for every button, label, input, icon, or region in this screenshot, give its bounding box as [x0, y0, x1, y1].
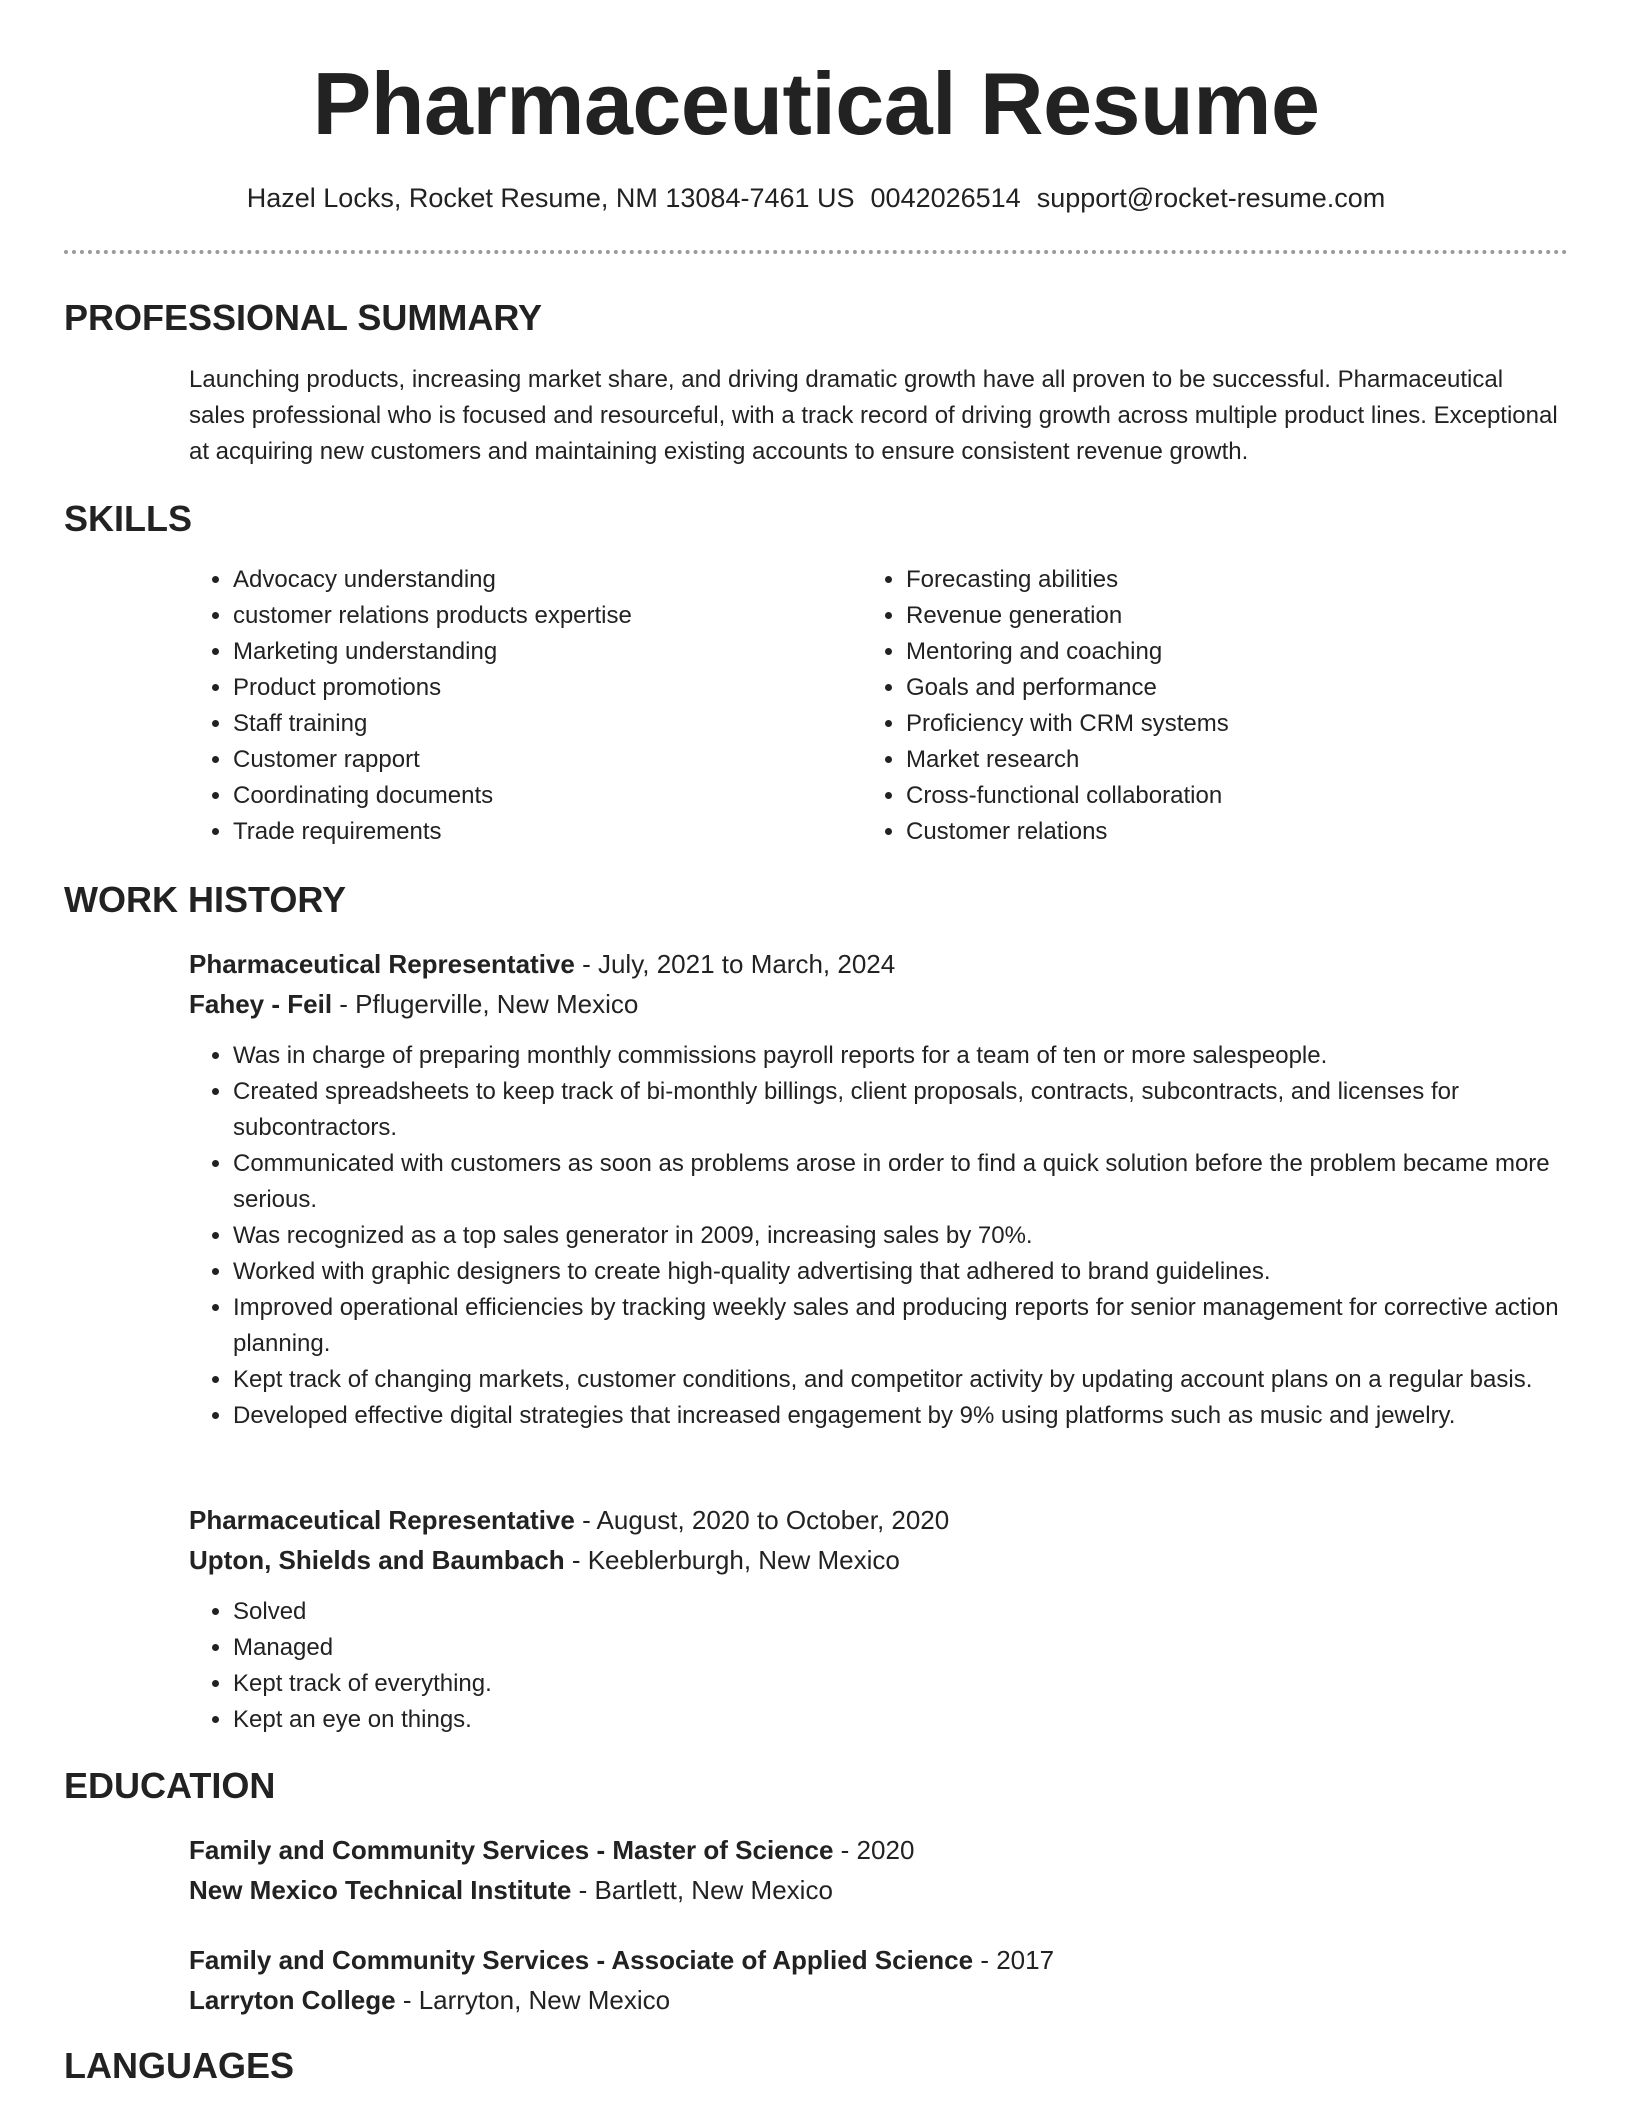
skills-list-right [862, 562, 1506, 850]
edu-degree: Family and Community Services - Master of Science [189, 1835, 834, 1865]
edu-school-line [189, 1980, 670, 2020]
section-title-work: WORK HISTORY [64, 879, 347, 920]
edu-school: New Mexico Technical Institute [189, 1875, 572, 1905]
skill-item: • Customer rapport [233, 742, 833, 778]
contact-address: Hazel Locks, Rocket Resume, NM 13084-7461 US [246, 183, 855, 213]
contact-email: support@rocket-resume.com [1036, 183, 1386, 213]
job-role: Pharmaceutical Representative [189, 949, 575, 979]
job-location: - Keeblerburgh, New Mexico [564, 1545, 900, 1575]
edu-degree-line [189, 1830, 914, 1870]
skill-item: • Forecasting abilities [906, 562, 1506, 598]
resume-title: Pharmaceutical Resume [312, 54, 1320, 153]
job-location: - Pflugerville, New Mexico [332, 989, 639, 1019]
edu-year: - 2020 [833, 1835, 915, 1865]
contact-phone: 0042026514 [870, 183, 1021, 213]
job-company-line [189, 984, 638, 1024]
job-bullet: • Kept track of changing markets, customer conditions, and competitor activity by updating account plans on a regular basis. [233, 1362, 1569, 1398]
job-bullets [189, 1038, 1569, 1434]
job-company: Upton, Shields and Baumbach [189, 1545, 565, 1575]
skill-item: • Advocacy understanding [233, 562, 833, 598]
job-bullet: • Was recognized as a top sales generator in 2009, increasing sales by 70%. [233, 1218, 1569, 1254]
section-title-education: EDUCATION [64, 1765, 276, 1806]
job-bullet: • Developed effective digital strategies that increased engagement by 9% using platforms such as music and jewelry. [233, 1398, 1569, 1434]
job-bullet: • Communicated with customers as soon as problems arose in order to find a quick solution before the problem became more serious. [233, 1146, 1569, 1218]
skill-item: • Coordinating documents [233, 778, 833, 814]
job-bullet: • Worked with graphic designers to create high-quality advertising that adhered to brand guidelines. [233, 1254, 1569, 1290]
section-title-summary: PROFESSIONAL SUMMARY [64, 297, 543, 338]
job-company-line [189, 1540, 900, 1580]
job-bullet: • Managed [233, 1630, 1569, 1666]
summary-text: Launching products, increasing market share, and driving dramatic growth have all proven to be successful. Pharmaceutical sales professional who is focused and resourceful, with a track record of driving growth across multiple product lines. Exceptional at acquiring new customers and maintaining existing accounts to ensure consistent revenue growth. [189, 366, 1558, 465]
edu-location: - Larryton, New Mexico [395, 1985, 671, 2015]
section-title-languages: LANGUAGES [64, 2045, 295, 2086]
skill-item: • Product promotions [233, 670, 833, 706]
skill-item: • Proficiency with CRM systems [906, 706, 1506, 742]
skill-item: • Trade requirements [233, 814, 833, 850]
job-bullet: • Created spreadsheets to keep track of bi-monthly billings, client proposals, contracts, subcontracts, and licenses for subcontractors. [233, 1074, 1569, 1146]
job-dates: - August, 2020 to October, 2020 [574, 1505, 950, 1535]
job-role: Pharmaceutical Representative [189, 1505, 575, 1535]
job-dates: - July, 2021 to March, 2024 [574, 949, 896, 979]
job-bullet: • Kept track of everything. [233, 1666, 1569, 1702]
edu-location: - Bartlett, New Mexico [571, 1875, 833, 1905]
edu-degree: Family and Community Services - Associate of Applied Science [189, 1945, 974, 1975]
skill-item: • Cross-functional collaboration [906, 778, 1506, 814]
job-company: Fahey - Feil [189, 989, 333, 1019]
edu-school-line [189, 1870, 833, 1910]
skill-item: • Staff training [233, 706, 833, 742]
skill-item: • Marketing understanding [233, 634, 833, 670]
section-title-skills: SKILLS [64, 498, 193, 539]
skill-item: • Goals and performance [906, 670, 1506, 706]
job-title-line [189, 944, 895, 984]
skill-item: • Mentoring and coaching [906, 634, 1506, 670]
job-bullet: • Solved [233, 1594, 1569, 1630]
edu-degree-line [189, 1940, 1054, 1980]
contact-line [0, 180, 1632, 216]
job-title-line [189, 1500, 949, 1540]
edu-school: Larryton College [189, 1985, 396, 2015]
skill-item: • Customer relations [906, 814, 1506, 850]
skill-item: • customer relations products expertise [233, 598, 833, 634]
header-divider [64, 250, 1568, 254]
job-bullet: • Kept an eye on things. [233, 1702, 1569, 1738]
skill-item: • Market research [906, 742, 1506, 778]
job-bullets [189, 1594, 1569, 1738]
skills-list-left [189, 562, 833, 850]
job-bullet: • Improved operational efficiencies by tracking weekly sales and producing reports for senior management for corrective action planning. [233, 1290, 1569, 1362]
edu-year: - 2017 [973, 1945, 1055, 1975]
skill-item: • Revenue generation [906, 598, 1506, 634]
job-bullet: • Was in charge of preparing monthly commissions payroll reports for a team of ten or more salespeople. [233, 1038, 1569, 1074]
